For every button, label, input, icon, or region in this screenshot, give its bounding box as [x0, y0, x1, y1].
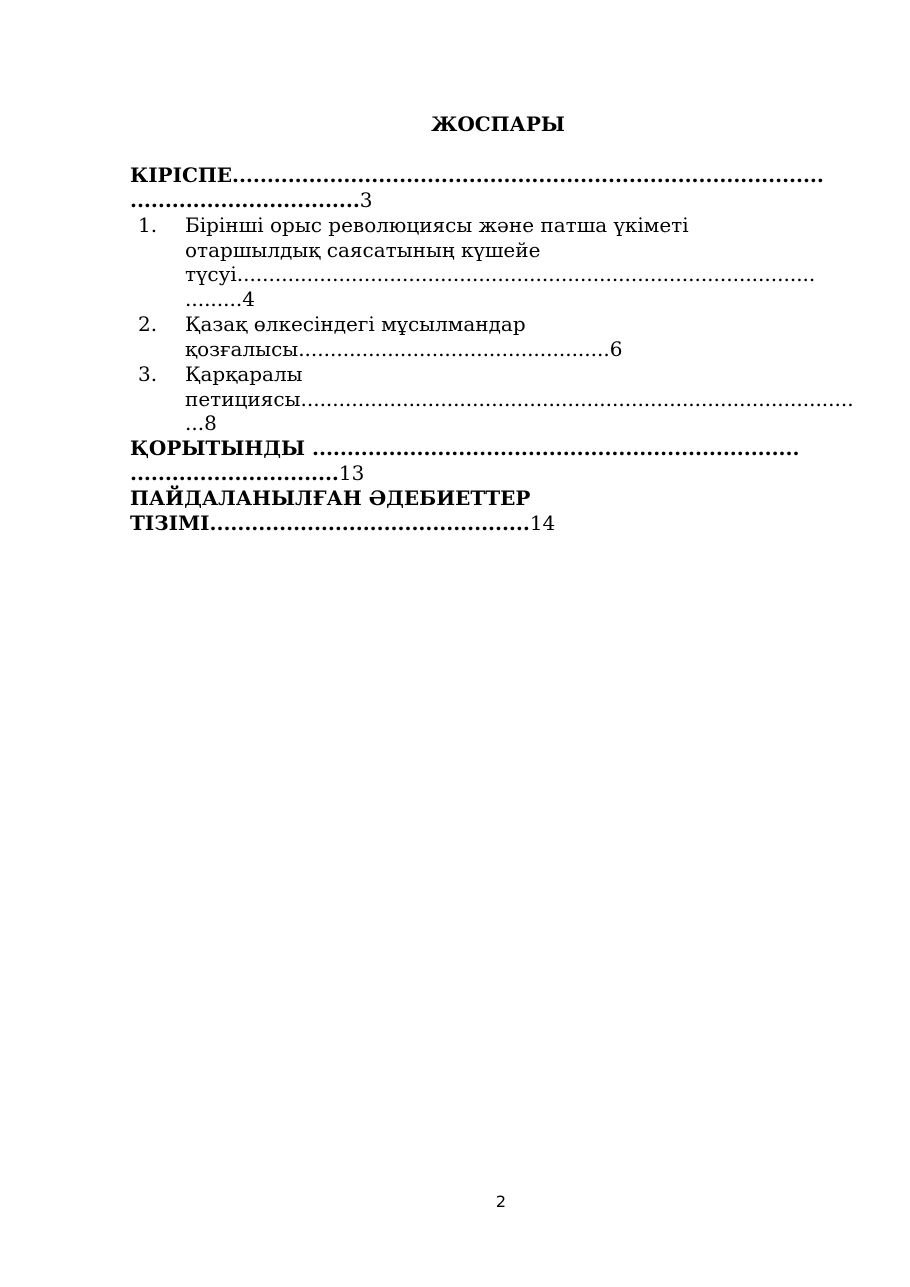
toc-item-1-dots-2: ......... — [185, 287, 243, 311]
toc-item-1-line4 — [185, 287, 255, 312]
toc-item-2-line1: Қазақ өлкесіндегі мұсылмандар — [185, 312, 526, 336]
toc-intro-dots-2: ................................. — [130, 188, 360, 212]
toc-conclusion-line2 — [130, 461, 364, 486]
toc-item-3-dots-1: ....................................................................................... — [300, 387, 854, 411]
toc-item-number: 1. — [138, 213, 158, 237]
toc-item-2-text: қозғалысы — [185, 337, 299, 361]
toc-item-1-dots-1: ........................................................................................... — [236, 262, 816, 286]
toc-intro-line1 — [130, 163, 870, 188]
toc-intro-label: КІРІСПЕ — [130, 163, 232, 187]
toc-item-number: 3. — [138, 362, 158, 386]
toc-item-2-page: 6 — [609, 337, 623, 361]
toc-conclusion-dots-1: ...................................................................... — [312, 436, 800, 460]
toc-item-1-line1: Бірінші орыс революциясы және патша үкіметі — [185, 213, 689, 237]
toc-intro-line2 — [130, 188, 373, 213]
toc-item-1-page: 4 — [242, 287, 255, 311]
toc-item-3-line1: Қарқаралы — [185, 362, 303, 386]
toc-references-dots: .............................................. — [209, 511, 530, 535]
toc-item-1-text: түсуі — [185, 262, 237, 286]
toc-item-3-dots-2: ... — [185, 411, 205, 435]
toc-references-line2 — [130, 511, 555, 536]
page-number: 2 — [495, 1192, 507, 1211]
toc-conclusion-label: ҚОРЫТЫНДЫ — [130, 436, 313, 460]
toc-references-label: ТІЗІМІ — [130, 511, 210, 535]
toc-conclusion-dots-2: .............................. — [130, 461, 339, 485]
toc-references-line1: ПАЙДАЛАНЫЛҒАН ӘДЕБИЕТТЕР — [130, 486, 531, 510]
toc-item-3-text: петициясы — [185, 387, 301, 411]
page-title: ЖОСПАРЫ — [431, 112, 565, 136]
toc-references-page: 14 — [529, 511, 556, 535]
toc-item-2-dots: ................................................. — [298, 337, 610, 361]
toc-item-3-page: 8 — [204, 411, 217, 435]
toc-item-2-line2 — [185, 337, 622, 362]
toc-item-3-line3 — [185, 411, 217, 436]
toc-intro-dots-1: ..................................................................................... — [232, 163, 824, 187]
toc-conclusion-line1 — [130, 436, 870, 461]
toc-item-1-line3 — [185, 262, 870, 287]
toc-intro-page: 3 — [359, 188, 373, 212]
toc-item-1-line2: отаршылдық саясатының күшейе — [185, 238, 541, 262]
toc-conclusion-page: 13 — [338, 461, 365, 485]
toc-item-number: 2. — [138, 312, 158, 336]
toc-item-3-line2 — [185, 387, 870, 412]
